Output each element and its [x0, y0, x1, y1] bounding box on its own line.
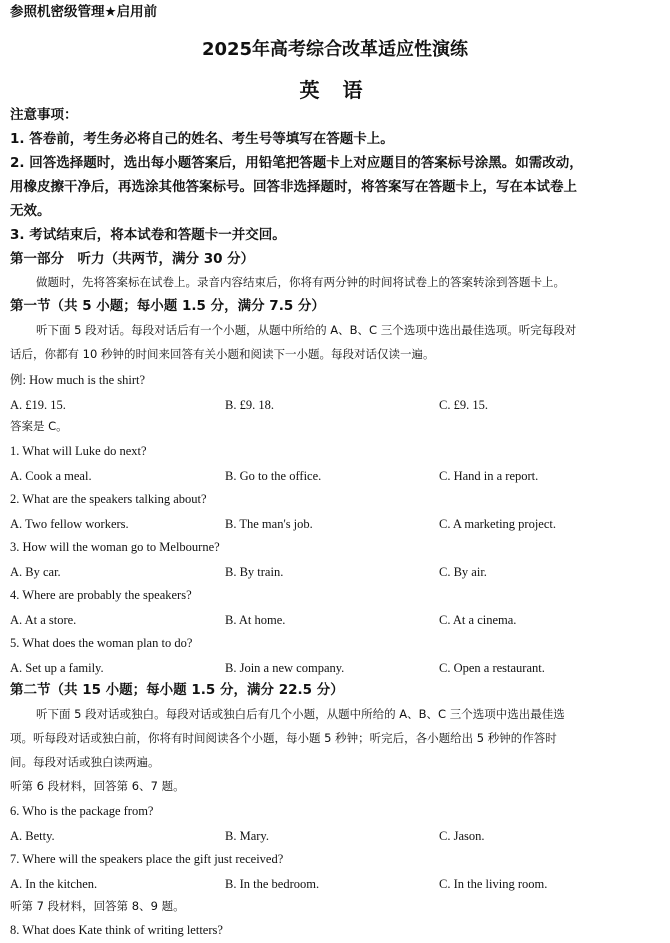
note-item: 1. 答卷前，考生务必将自己的姓名、考生号等填写在答题卡上。	[10, 131, 394, 147]
option-b: B. Go to the office.	[225, 469, 322, 483]
option-b: B. Mary.	[225, 829, 269, 843]
option-c: C. In the living room.	[439, 877, 548, 891]
question-text: 5. What does the woman plan to do?	[10, 636, 193, 650]
exam-title: 2025年高考综合改革适应性演练	[201, 39, 469, 60]
part1-heading: 第一部分 听力（共两节，满分 30 分）	[10, 251, 255, 267]
question-options	[10, 517, 660, 533]
material-label: 听第 6 段材料，回答第 6、7 题。	[10, 779, 185, 793]
option-c: C. By air.	[439, 565, 487, 579]
option-a: A. £19. 15.	[10, 398, 66, 412]
note-item: 3. 考试结束后，将本试卷和答题卡一并交回。	[10, 227, 286, 243]
question-options	[10, 661, 660, 677]
option-c: C. Open a restaurant.	[439, 661, 545, 675]
section2-instruction: 项。听每段对话或独白前，你将有时间阅读各个小题，每小题 5 秒钟；听完后，各小题给出 5 秒钟的作答时	[10, 731, 557, 745]
option-a: A. Two fellow workers.	[10, 517, 129, 531]
question-options	[10, 469, 660, 485]
question-text: 6. Who is the package from?	[10, 804, 154, 818]
option-b: B. By train.	[225, 565, 284, 579]
section2-instruction: 听下面 5 段对话或独白。每段对话或独白后有几个小题，从题中所给的 A、B、C 三个选项中选出最佳选	[36, 707, 565, 721]
option-b: B. Join a new company.	[225, 661, 345, 675]
option-b: B. In the bedroom.	[225, 877, 320, 891]
option-b: B. At home.	[225, 613, 286, 627]
question-text: 3. How will the woman go to Melbourne?	[10, 540, 220, 554]
question-options	[10, 829, 660, 845]
material-label: 听第 7 段材料，回答第 8、9 题。	[10, 899, 185, 913]
option-c: C. Jason.	[439, 829, 485, 843]
section1-heading: 第一节（共 5 小题；每小题 1.5 分，满分 7.5 分）	[10, 298, 325, 314]
option-a: A. Set up a family.	[10, 661, 104, 675]
question-options	[10, 877, 660, 893]
section1-instruction: 听下面 5 段对话。每段对话后有一个小题，从题中所给的 A、B、C 三个选项中选出最佳选项。听完每段对	[36, 323, 577, 337]
question-options	[10, 565, 660, 581]
note-item: 无效。	[10, 203, 51, 219]
question-text: 4. Where are probably the speakers?	[10, 588, 192, 602]
note-item: 用橡皮擦干净后，再选涂其他答案标号。回答非选择题时，将答案写在答题卡上，写在本试卷上	[10, 179, 577, 195]
option-c: C. £9. 15.	[439, 398, 488, 412]
subject-title: 英 语	[299, 78, 371, 102]
option-a: A. Cook a meal.	[10, 469, 92, 483]
question-options	[10, 613, 660, 629]
section1-instruction: 话后，你都有 10 秒钟的时间来回答有关小题和阅读下一小题。每段对话仅读一遍。	[10, 347, 435, 361]
option-a: A. Betty.	[10, 829, 55, 843]
option-c: C. At a cinema.	[439, 613, 517, 627]
question-text: 7. Where will the speakers place the gift just received?	[10, 852, 284, 866]
example-question: 例: How much is the shirt?	[10, 373, 146, 387]
question-text: 8. What does Kate think of writing letters?	[10, 923, 223, 937]
option-c: C. A marketing project.	[439, 517, 556, 531]
confidential-label: 参照机密级管理★启用前	[10, 4, 158, 20]
example-options	[10, 398, 660, 414]
option-b: B. The man's job.	[225, 517, 313, 531]
question-text: 2. What are the speakers talking about?	[10, 492, 207, 506]
option-a: A. At a store.	[10, 613, 77, 627]
note-item: 2. 回答选择题时，选出每小题答案后，用铅笔把答题卡上对应题目的答案标号涂黑。如需改动，	[10, 155, 583, 171]
option-a: A. In the kitchen.	[10, 877, 98, 891]
option-a: A. By car.	[10, 565, 61, 579]
part1-instruction: 做题时，先将答案标在试卷上。录音内容结束后，你将有两分钟的时间将试卷上的答案转涂到答题卡上。	[36, 275, 565, 289]
question-text: 1. What will Luke do next?	[10, 444, 147, 458]
section2-heading: 第二节（共 15 小题；每小题 1.5 分，满分 22.5 分）	[10, 682, 344, 698]
notes-heading: 注意事项：	[10, 107, 78, 123]
example-answer: 答案是 C。	[10, 419, 68, 433]
option-b: B. £9. 18.	[225, 398, 274, 412]
section2-instruction: 间。每段对话或独白读两遍。	[10, 755, 160, 769]
option-c: C. Hand in a report.	[439, 469, 539, 483]
